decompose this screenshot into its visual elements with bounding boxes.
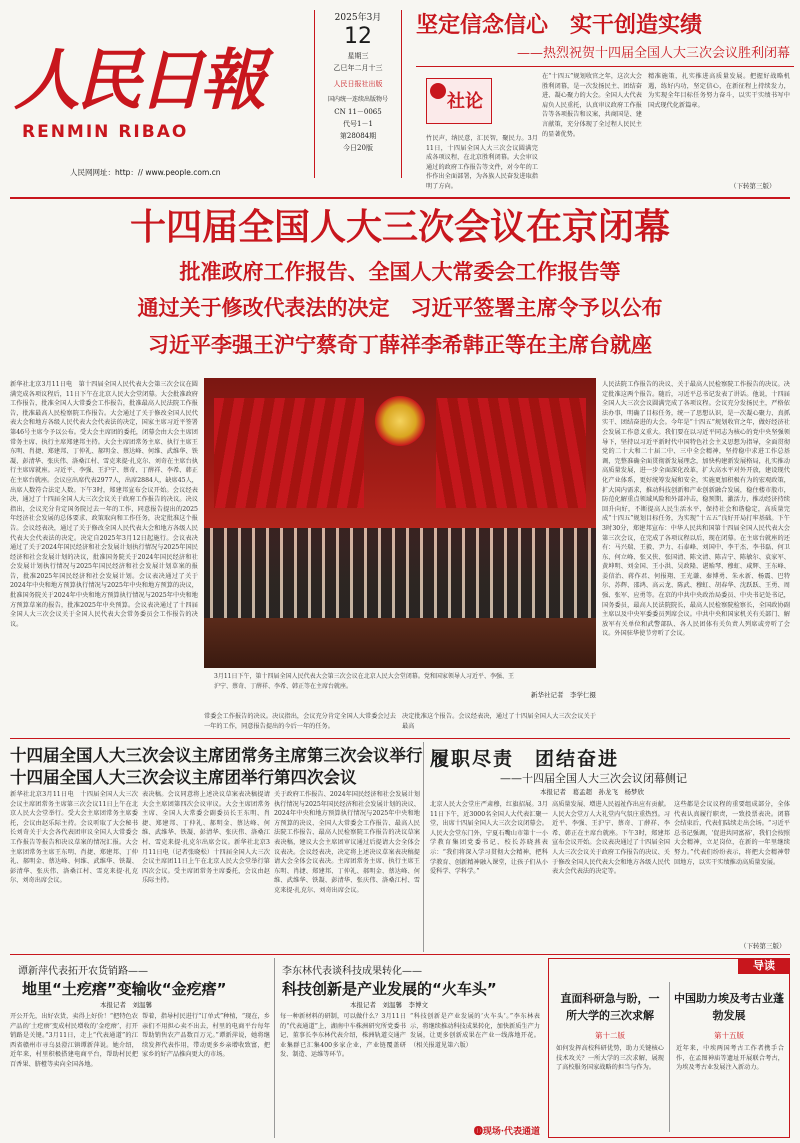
feature-body-1: 北京人民大会堂庄严肃穆，红旗招展。3月11日下午，近3000名全国人大代表汇聚一堂，出席十四届全国人大三次会议闭幕会。人民大会堂东门外，宁夏石嘴山市第十一小学教育集团党委书记、校长苏晓燕表示：“我们将深入学习贯彻大会精神，把科学教育、创新精神融入课堂，让孩子们从小爱科学、学科学。” (430, 801, 548, 876)
bottom-mid-byline: 本报记者 刘温馨 李博文 (350, 1001, 428, 1009)
issue-info-box (314, 10, 402, 178)
guide-label: 导读 (738, 958, 790, 974)
flags-right (436, 398, 586, 508)
bottom-left-body-2: 帮着，指导村民进行“订单式”种植，“现在，乡亲们不用担心卖不出去，村里的电商平台每年帮助销售农产品数百万元。”谭新萍说，她将继续发挥代表作用，带动更多乡亲增收致富，把家乡的好产品推向更大的市场。 (142, 1013, 270, 1059)
editorial-continued: （下转第三版） (730, 182, 776, 190)
bottom-mid-body-1: 每一种新材料的研制，可以做什么？3月11日的“代表通道”上，湖南中车株洲研究所党委书记、董事长李东林代表介绍，株洲轨道交通产业集群已汇集400多家企业，产业链覆盖研发、制造、运维等环节。 (280, 1013, 406, 1059)
guide-item1-page[interactable]: 第十二版 (595, 1031, 625, 1040)
guide-item2-title[interactable]: 中国助力埃及考古业蓬勃发展 (674, 992, 784, 1022)
presidium-desk (204, 618, 596, 668)
guide-item2-body: 近年来，中埃两国考古工作者携手合作，在孟图神庙等遗址开展联合考古，为埃及考古业发展注入新动力。 (676, 1045, 784, 1072)
top-slogan-rule (416, 66, 794, 67)
issue-publisher: 人民日报社出版 (333, 80, 383, 88)
feature-body-2: 高质量发展、增进人民福祉作出应有贡献。人民大会堂万人大礼堂内气氛庄重热烈。习近平、李强、王沪宁、蔡奇、丁薛祥、李希、韩正在主席台就座。下午3时，郑建邦宣布会议开始。会议表决通过了十四届全国人大三次会议关于政府工作报告的决议、关于修改全国人民代表大会和地方各级人民代表大会代表法的决定等。 (552, 801, 670, 876)
issue-lunar: 乙巳年二月十三 (333, 64, 383, 72)
editorial-body-1: 在“十四五”规划收官之年，这次大会胜利闭幕，是一次发扬民主、团结奋进、凝心聚力的大会。全国人大代表肩负人民重托，认真审议政府工作报告等各项报告和议案，共商国是、建言献策，充分体现了全过程人民民主的显著优势。 (542, 73, 642, 138)
editorial-label: 社论 (447, 91, 483, 112)
main-headline: 十四届全国人大三次会议在京闭幕 (129, 207, 670, 248)
section-rule-2 (10, 954, 790, 955)
photo-credit: 新华社记者 李学仁摄 (531, 691, 596, 699)
subheadline-2: 通过关于修改代表法的决定 习近平签署主席令予以公布 (137, 296, 663, 320)
lead-story-col-right: 人民法院工作报告的决议、关于最高人民检察院工作报告的决议。决定批准这两个报告。随后，习近平总书记发表了讲话。他说，十四届全国人大三次会议圆满完成了各项议程。会议充分发扬民主，严格依法办事，明确了目标任务，统一了思想认识，是一次凝心聚力、真抓实干、团结奋进的大会。今年是“十四五”规划收官之年，做好经济社会发展工作意义重大。我们要在以习近平同志为核心的党中央坚强领导下，坚持以习近平新时代中国特色社会主义思想为指导，全面贯彻党的二十大和二十届二中、三中全会精神，坚持稳中求进工作总基调，完整准确全面贯彻新发展理念，加快构建新发展格局，扎实推动高质量发展，进一步全面深化改革，扩大高水平对外开放，建设现代化产业体系，更好统筹发展和安全，实施更加积极有为的宏观政策，扩大国内需求，推动科技创新和产业创新融合发展，稳住楼市股市，防范化解重点领域风险和外部冲击，稳预期、激活力，推动经济持续回升向好，不断提高人民生活水平，保持社会和谐稳定，高质量完成“十四五”规划目标任务，为实现“十五五”良好开局打牢基础。下午3时30分，郑建邦宣布：中华人民共和国第十四届全国人民代表大会第三次会议，在完成了各项议程以后，现在闭幕。在主席台就座的还有：马兴瑞、王毅、尹力、石泰峰、刘国中、李干杰、李书磊、何卫东、何立峰、张又侠、张国清、陈文清、陈吉宁、陈敏尔、袁家军、黄坤明、刘金国、王小洪、吴政隆、谌贻琴、穆虹、咸辉、王东峰、姜信治、蒋作君、何报翔、王光谦、秦博勇、朱永新、杨震、巴特尔、苏辉、邵鸿、高云龙、陈武、穆虹、胡春华、沈跃跃、王勇、周强、张军、应勇等。在京的中共中央政治局委员、中央书记处书记，国务委员，最高人民法院院长，最高人民检察院检察长，全国政协副主席以及中央军委委员列席会议。中共中央和国家机关有关部门、解放军有关单位和武警部队、各人民团体有关负责人列席或旁听了会议。外国驻华使节旁听了会议。 (602, 381, 790, 638)
guide-item1-title[interactable]: 直面科研急与盼，一所大学的三次求解 (560, 992, 660, 1022)
issue-year-month: 2025年3月 (334, 13, 382, 23)
emblem-icon (430, 83, 446, 99)
bottom-mid-title: 科技创新是产业发展的“火车头” (282, 980, 497, 998)
feature-continued: （下转第三版） (740, 942, 786, 950)
guide-item2-page[interactable]: 第十五版 (714, 1031, 744, 1040)
subheadline-3: 习近平李强王沪宁蔡奇丁薛祥李希韩正等在主席台就座 (148, 333, 652, 357)
issue-code: 代号1－1 (343, 120, 373, 128)
masthead-title: 人民日報 (14, 41, 262, 119)
editorial-body-3: 精准施策，扎实推进高质量发展。把握好战略机遇，练好内功，坚定信心，在新征程上持续发力，为实现全年目标任务努力奋斗，以实干实绩书写中国式现代化新篇章。 (648, 73, 790, 109)
feature-title: 履职尽责 团结奋进 (430, 748, 620, 770)
presidium-title-1: 十四届全国人大三次会议主席团常务主席第三次会议举行 (10, 746, 423, 765)
masthead-romanized: RENMIN RIBAO (22, 122, 189, 142)
bottom-left-byline: 本报记者 刘温馨 (100, 1001, 152, 1009)
photo-caption: 3月11日下午，第十四届全国人民代表大会第三次会议在北京人民大会堂闭幕。党和国家领导人习近平、李强、王沪宁、蔡奇、丁薛祥、李希、韩正等在主席台就座。 (214, 673, 514, 690)
national-emblem-icon (375, 396, 425, 446)
presidium-body-3: 关于政府工作报告、2024年国民经济和社会发展计划执行情况与2025年国民经济和社会发展计划的决议、2024年中央和地方预算执行情况与2025年中央和地方预算的决议、全国人大常委会工作报告、最高人民法院工作报告、最高人民检察院工作报告的决议草案表决稿，建议大会主席团审议通过后提请大会全体会议表决。会议经表决，决定将上述决议草案表决稿提请大会全体会议表决。主席团常务主席、执行主席王东明、肖捷、郑建邦、丁仲礼、郝明金、蔡达峰、何维、武维华、铁凝、彭清华、张庆伟、洛桑江村、雪克来提·扎克尔、刘奇出席会议。 (274, 791, 420, 894)
presidium-body-2: 表决稿。会议同意将上述决议草案表决稿提请大会主席团第四次会议审议。大会主席团常务主席、全国人大常委会副委员长王东明、肖捷、郑建邦、丁仲礼、郝明金、蔡达峰、何维、武维华、铁凝、彭清华、张庆伟、洛桑江村、雪克来提·扎克尔出席会议。新华社北京3月11日电（记者张晓松）十四届全国人大三次会议主席团11日上午在北京人民大会堂举行第四次会议。受主席团常务主席委托，会议由赵乐际主持。 (142, 791, 270, 885)
masthead-rule (10, 197, 790, 199)
guide-item1-body: 如何发挥高校科研优势，助力关键核心技术攻关？一所大学的三次求解，展现了高校服务国家战略的担当与作为。 (556, 1045, 664, 1072)
issue-pages: 今日20版 (343, 144, 373, 152)
vertical-divider-2 (274, 958, 275, 1138)
guide-divider (669, 982, 670, 1132)
flags-left (214, 398, 364, 508)
bottom-mid-kicker: 李东林代表谈科技成果转化—— (282, 966, 422, 977)
issue-weekday: 星期三 (347, 52, 369, 60)
bottom-mid-footer: 🅓现场·代表通道 (473, 1127, 540, 1137)
issue-number: 第28084期 (339, 132, 377, 140)
presidium-body-1: 新华社北京3月11日电 十四届全国人大三次会议主席团常务主席第三次会议11日上午在北京人民大会堂举行。受大会主席团常务主席委托，会议由赵乐际主持。会议听取了大会秘书长刘奇关于大会各代表团审议全国人大常委会工作报告等报告和决议草案的情况汇报。大会主席团常务主席王东明、肖捷、郑建邦、丁仲礼、郝明金、蔡达峰、何维、武维华、铁凝、彭清华、张庆伟、洛桑江村、雪克来提·扎克尔、刘奇出席会议。 (10, 791, 138, 885)
presidium-title-2: 十四届全国人大三次会议主席团举行第四次会议 (10, 768, 357, 787)
issue-day: 12 (344, 24, 372, 49)
vertical-divider (423, 742, 424, 952)
top-slogan: 坚定信念信心 实干创造实绩 (416, 13, 703, 38)
bottom-left-kicker: 谭新萍代表拓开农货销路—— (18, 966, 148, 977)
editorial-label-box (426, 78, 492, 124)
issue-cn: CN 11－0065 (334, 108, 382, 116)
subheadline-1: 批准政府工作报告、全国人大常委会工作报告等 (179, 260, 621, 284)
below-photo-col-a: 常委会工作报告的决议。决议指出，会议充分肯定全国人大常委会过去一年的工作，同意报告提出的今后一年的任务。 (204, 713, 396, 730)
bottom-left-title: 地里“土疙瘩”变输收“金疙瘩” (22, 980, 227, 998)
feature-subtitle: ——十四届全国人大三次会议闭幕侧记 (500, 772, 687, 785)
issue-issn: 国内统一连续出版物号 (327, 96, 388, 103)
masthead-website: 人民网网址：http：// www.people.com.cn (70, 168, 221, 177)
bottom-left-body-1: 开公开先，出好农货，卖得上好价！“把特色农产品的‘土疙瘩’变成村民增收的‘金疙瘩’，打开销路是关键。”3月11日，走上“代表通道”的江西省赣州市寻乌县澄江镇谭新萍说。她介绍，近年来，村里积极搭建电商平台，帮助村民把百香果、脐橙等卖向全国各地。 (10, 1013, 138, 1068)
presidium-rows (204, 528, 596, 618)
top-slogan-sub: ——热烈祝贺十四届全国人大三次会议胜利闭幕 (516, 46, 790, 61)
plenary-photo (204, 378, 596, 668)
below-photo-col-b: 决定批准这个报告。会议经表决，通过了十四届全国人大三次会议关于最高 (402, 713, 596, 730)
section-rule-1 (10, 738, 790, 739)
editorial-body-2: 竹民声，纳民意，汇民智，聚民力。3月11日，十四届全国人大三次会议圆满完成各项议程，在北京胜利闭幕。大会审议通过的政府工作报告等文件，对今年的工作作出全面部署，为各族人民奋发进取指明了方向。 (426, 135, 538, 190)
lead-story-col1: 新华社北京3月11日电 第十四届全国人民代表大会第三次会议在圆满完成各项议程后，11日下午在北京人民大会堂闭幕。大会批准政府工作报告，批准全国人大常委会工作报告，批准最高人民法院工作报告，批准最高人民检察院工作报告。大会通过了关于修改全国人民代表大会和地方各级人民代表大会代表法的决定，国家主席习近平签署第46号主席令予以公布。受大会主席团的委托，闭幕会由大会主席团常务主席、执行主席郑建邦主持。大会主席团常务主席、执行主席王东明、肖捷、郑建邦、丁仲礼、郝明金、蔡达峰、何维、武维华、铁凝、彭清华、张庆伟、洛桑江村、雪克来提·扎克尔、刘奇在主席台执行主席席就座。习近平、李强、王沪宁、蔡奇、丁薛祥、李希、韩正在主席台就座。会议应出席代表2977人，出席2884人，缺席45人，出席人数符合法定人数。下午3时，郑建邦宣布会议开始。会议经表决，通过了十四届全国人大三次会议关于政府工作报告的决议。决议指出，会议充分肯定国务院过去一年的工作，同意报告提出的2025年经济社会发展的总体要求、政策取向和工作任务，决定批准这个报告。会议经表决，通过了关于修改全国人民代表大会和地方各级人民代表大会代表法的决定。决定自2025年3月12日起施行。会议表决通过了关于2024年国民经济和社会发展计划执行情况与2025年国民经济和社会发展计划的决议，批准国务院关于2024年国民经济和社会发展计划执行情况与2025年国民经济和社会发展计划草案的报告，批准2025年国民经济和社会发展计划。会议表决通过了关于2024年中央和地方预算执行情况与2025年中央和地方预算的决议，批准国务院关于2024年中央和地方预算执行情况与2025年中央和地方预算草案的报告，批准2025年中央预算。会议表决通过了十四届全国人大三次会议关于全国人民代表大会常务委员会工作报告的决议。 (10, 381, 198, 628)
feature-byline: 本报记者 葛孟超 孙龙飞 杨梦欣 (540, 788, 644, 796)
feature-body-3: 这些都是会议议程的重要组成部分，全体代表认真履行职责，一致投票表决。闭幕会结束后，代表们陆续走出会场。“习近平总书记强调，‘促进共同富裕’，我们会按照大会精神，立足岗位，在新的一年里继续努力。”代表们纷纷表示，将把大会精神带回地方，以实干实绩推动高质量发展。 (674, 801, 790, 866)
bottom-mid-body-2: “科技创新是产业发展的‘火车头’。”李东林表示，将继续推动科技成果转化，加快新质生产力发展，让更多创新成果在产业一线落地开花。（相关报道见第六版） (410, 1013, 540, 1049)
